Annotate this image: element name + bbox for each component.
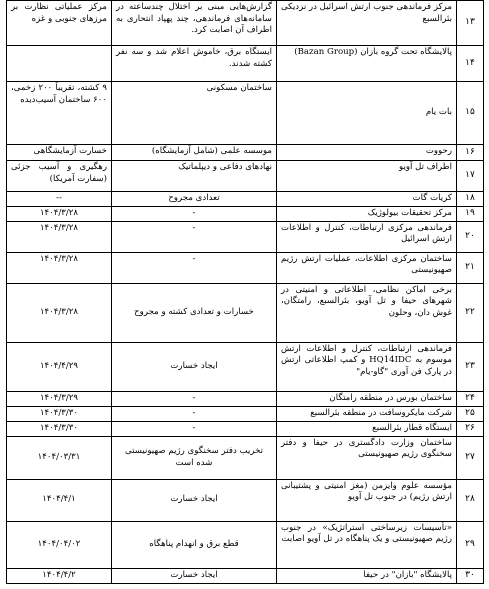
description-cell: ایستگاه برق، خاموش اعلام شد و سه نفر کشته شدند. [112, 46, 277, 82]
target-cell: فرماندهی ارتباطات، کنترل و اطلاعات ارتش موسوم به HQ14IDC و کمپ اطلاعاتی ارتش در پارک فن آوری "گاو-یام" [277, 342, 457, 391]
result-cell: ۱۴۰۴/۳/۳۰ [7, 406, 112, 421]
result-cell: ۱۴۰۴/۳/۲۸ [7, 252, 112, 283]
row-number: ۲۴ [457, 391, 484, 406]
target-cell: ساختمان مرکزی اطلاعات، عملیات ارتش رژیم صهیونیستی [277, 252, 457, 283]
result-cell: ۱۴۰۴/۰۳/۳۱ [7, 436, 112, 479]
target-cell: ساختمان وزارت دادگستری در حیفا و دفتر سخنگوی رژیم صهیونیستی [277, 436, 457, 479]
target-cell: شرکت مایکروسافت در منطقه بئرالسبع [277, 406, 457, 421]
description-cell: موسسه علمی (شامل آزمایشگاه) [112, 145, 277, 161]
target-cell: مرکز فرماندهی جنوب ارتش اسرائیل در نزدیکی بئرالسبع [277, 1, 457, 46]
result-cell: خسارت آزمایشگاهی [7, 145, 112, 161]
result-cell: ۱۴۰۴/۴/۲۹ [7, 342, 112, 391]
target-cell: کریات گات [277, 192, 457, 207]
row-number: ۲۷ [457, 436, 484, 479]
table-row [7, 221, 484, 252]
result-cell: رهگیری و آسیب جزئی (سفارت آمریکا) [7, 161, 112, 192]
target-cell: برخی اماکن نظامی، اطلاعاتی و امنیتی در شهرهای حیفا و تل آویو، بئرالسبع، رامتگان، غوش دان، وحلون [277, 283, 457, 342]
table-row [7, 479, 484, 521]
table-row [7, 161, 484, 192]
table-row [7, 207, 484, 222]
row-number: ۳۰ [457, 568, 484, 583]
description-cell: - [112, 391, 277, 406]
result-cell [7, 46, 112, 82]
table-row [7, 252, 484, 283]
row-number: ۲۶ [457, 421, 484, 436]
result-cell: ۱۴۰۴/۳/۲۸ [7, 207, 112, 222]
table-row [7, 283, 484, 342]
description-cell: ایجاد خسارت [112, 342, 277, 391]
target-cell: مرکز تحقیقات بیولوژیک [277, 207, 457, 222]
result-cell: ۱۴۰۴/۳/۳۰ [7, 421, 112, 436]
result-cell: -- [7, 192, 112, 207]
result-cell: ۹ کشته، تقریباً ۲۰۰ زخمی، ۶۰۰ ساختمان آسیب‌دیده [7, 82, 112, 145]
result-cell: مرکز عملیاتی نظارت بر مرزهای جنوبی و غزه [7, 1, 112, 46]
row-number: ۲۸ [457, 479, 484, 521]
table-row [7, 1, 484, 46]
target-cell: اطراف تل آویو [277, 161, 457, 192]
row-number: ۱۳ [457, 1, 484, 46]
table-row [7, 46, 484, 82]
target-cell: پالایشگاه تحت گروه بازان (Bazan Group) [277, 46, 457, 82]
row-number: ۱۵ [457, 82, 484, 145]
target-cell: «تأسیسات زیرساختی استراتژیک» در جنوب رژیم صهیونیستی و یک پناهگاه در تل آویو اصابت [277, 521, 457, 568]
description-cell: تعدادی مجروح [112, 192, 277, 207]
row-number: ۱۸ [457, 192, 484, 207]
row-number: ۲۲ [457, 283, 484, 342]
table-row [7, 145, 484, 161]
attack-targets-table [6, 0, 484, 584]
result-cell: ۱۴۰۴/۳/۲۹ [7, 391, 112, 406]
result-cell: ۱۴۰۴/۰۴/۰۲ [7, 521, 112, 568]
target-cell: رحووت [277, 145, 457, 161]
row-number: ۱۹ [457, 207, 484, 222]
result-cell: ۱۴۰۴/۴/۲ [7, 568, 112, 583]
description-cell: خسارات و تعدادی کشته و مجروح [112, 283, 277, 342]
description-cell: - [112, 207, 277, 222]
row-number: ۱۷ [457, 161, 484, 192]
table-row [7, 192, 484, 207]
target-cell: مؤسسه علوم وایزمن (مغز امنیتی و پشتیبانی ارتش رژیم) در جنوب تل آویو [277, 479, 457, 521]
result-cell: ۱۴۰۴/۴/۱ [7, 479, 112, 521]
table-row [7, 342, 484, 391]
description-cell: تخریب دفتر سخنگوی رژیم صهیونیستی شده است [112, 436, 277, 479]
description-cell: ساختمان مسکونی [112, 82, 277, 145]
table-row [7, 521, 484, 568]
row-number: ۲۰ [457, 221, 484, 252]
description-cell: - [112, 221, 277, 252]
row-number: ۲۹ [457, 521, 484, 568]
target-cell: پالایشگاه "بازان" در حیفا [277, 568, 457, 583]
result-cell: ۱۴۰۴/۳/۲۸ [7, 283, 112, 342]
target-cell: فرماندهی مرکزی ارتباطات، کنترل و اطلاعات ارتش اسرائیل [277, 221, 457, 252]
row-number: ۱۴ [457, 46, 484, 82]
table-row [7, 568, 484, 583]
table-row [7, 421, 484, 436]
description-cell: گزارش‌هایی مبنی بر اختلال چندساعته در سامانه‌های فرماندهی، چند پهپاد انتحاری به اطراف آن اصابت کرد. [112, 1, 277, 46]
row-number: ۲۱ [457, 252, 484, 283]
row-number: ۲۳ [457, 342, 484, 391]
row-number: ۱۶ [457, 145, 484, 161]
result-cell: ۱۴۰۴/۳/۲۸ [7, 221, 112, 252]
description-cell: ایجاد خسارت [112, 479, 277, 521]
description-cell: - [112, 406, 277, 421]
description-cell: قطع برق و انهدام پناهگاه [112, 521, 277, 568]
target-cell: بات یام [277, 82, 457, 145]
row-number: ۲۵ [457, 406, 484, 421]
target-cell: ایستگاه قطار بئرالسبع [277, 421, 457, 436]
description-cell: ایجاد خسارت [112, 568, 277, 583]
target-cell: ساختمان بورس در منطقه رامتگان [277, 391, 457, 406]
table-row [7, 436, 484, 479]
description-cell: - [112, 421, 277, 436]
table-row [7, 391, 484, 406]
table-row [7, 82, 484, 145]
description-cell: نهادهای دفاعی و دیپلماتیک [112, 161, 277, 192]
table-row [7, 406, 484, 421]
description-cell: - [112, 252, 277, 283]
